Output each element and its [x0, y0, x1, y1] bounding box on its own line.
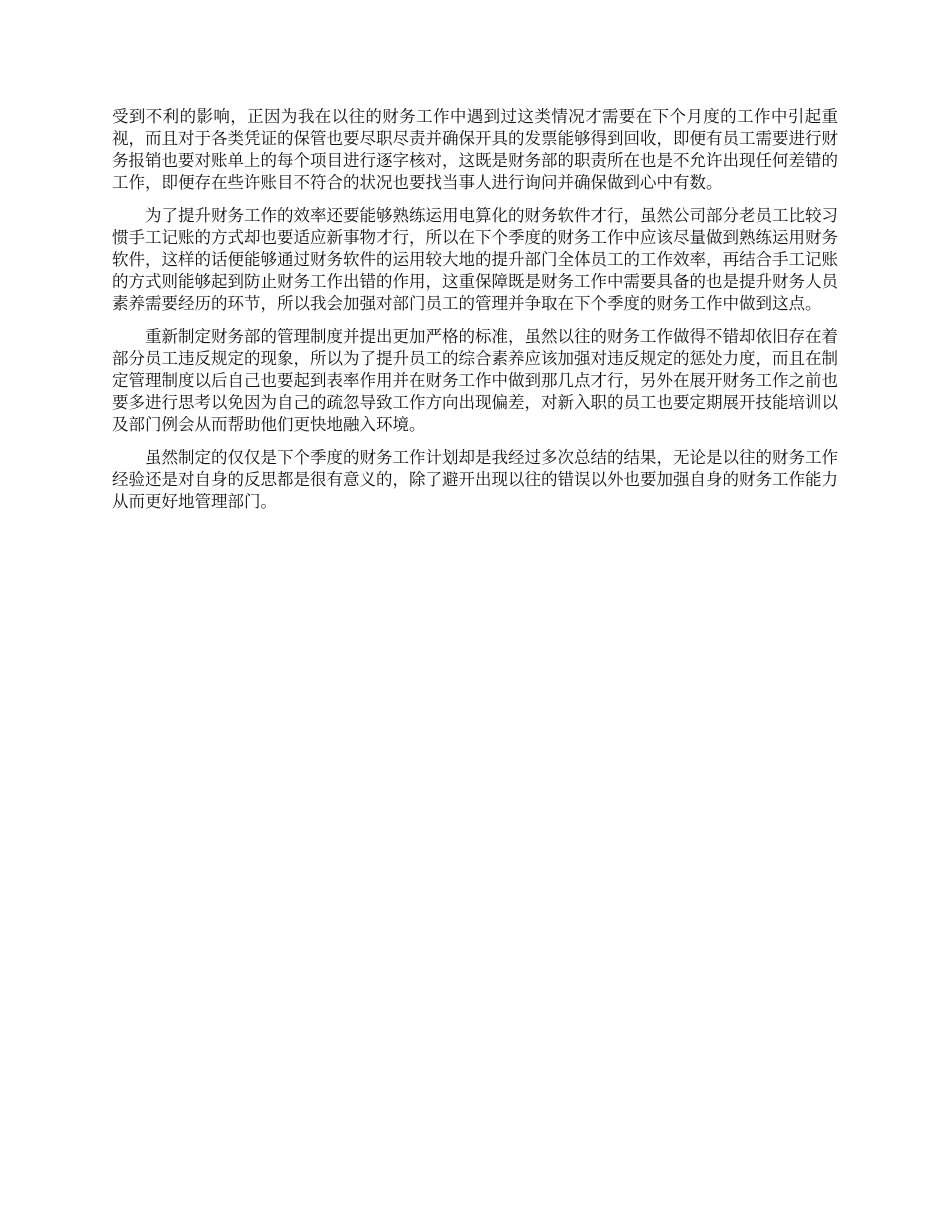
paragraph-2: 为了提升财务工作的效率还要能够熟练运用电算化的财务软件才行，虽然公司部分老员工比较习惯手工记账的方式却也要适应新事物才行，所以在下个季度的财务工作中应该尽量做到熟练运用财务软件，这样的话便能够通过财务软件的运用较大地的提升部门全体员工的工作效率，再结合手工记账的方式则能够起到防止财务工作出错的作用，这重保障既是财务工作中需要具备的也是提升财务人员素养需要经历的环节，所以我会加强对部门员工的管理并争取在下个季度的财务工作中做到这点。	[112, 206, 838, 313]
document-body	[112, 106, 838, 524]
paragraph-3: 重新制定财务部的管理制度并提出更加严格的标准，虽然以往的财务工作做得不错却依旧存在着部分员工违反规定的现象，所以为了提升员工的综合素养应该加强对违反规定的惩处力度，而且在制定管理制度以后自己也要起到表率作用并在财务工作中做到那几点才行，另外在展开财务工作之前也要多进行思考以免因为自己的疏忽导致工作方向出现偏差，对新入职的员工也要定期展开技能培训以及部门例会从而帮助他们更快地融入环境。	[112, 327, 838, 434]
paragraph-1: 受到不利的影响，正因为我在以往的财务工作中遇到过这类情况才需要在下个月度的工作中引起重视，而且对于各类凭证的保管也要尽职尽责并确保开具的发票能够得到回收，即便有员工需要进行财务报销也要对账单上的每个项目进行逐字核对，这既是财务部的职责所在也是不允许出现任何差错的工作，即便存在些许账目不符合的状况也要找当事人进行询问并确保做到心中有数。	[112, 107, 838, 192]
paragraph-4: 虽然制定的仅仅是下个季度的财务工作计划却是我经过多次总结的结果，无论是以往的财务工作经验还是对自身的反思都是很有意义的，除了避开出现以往的错误以外也要加强自身的财务工作能力从而更好地管理部门。	[112, 448, 838, 511]
